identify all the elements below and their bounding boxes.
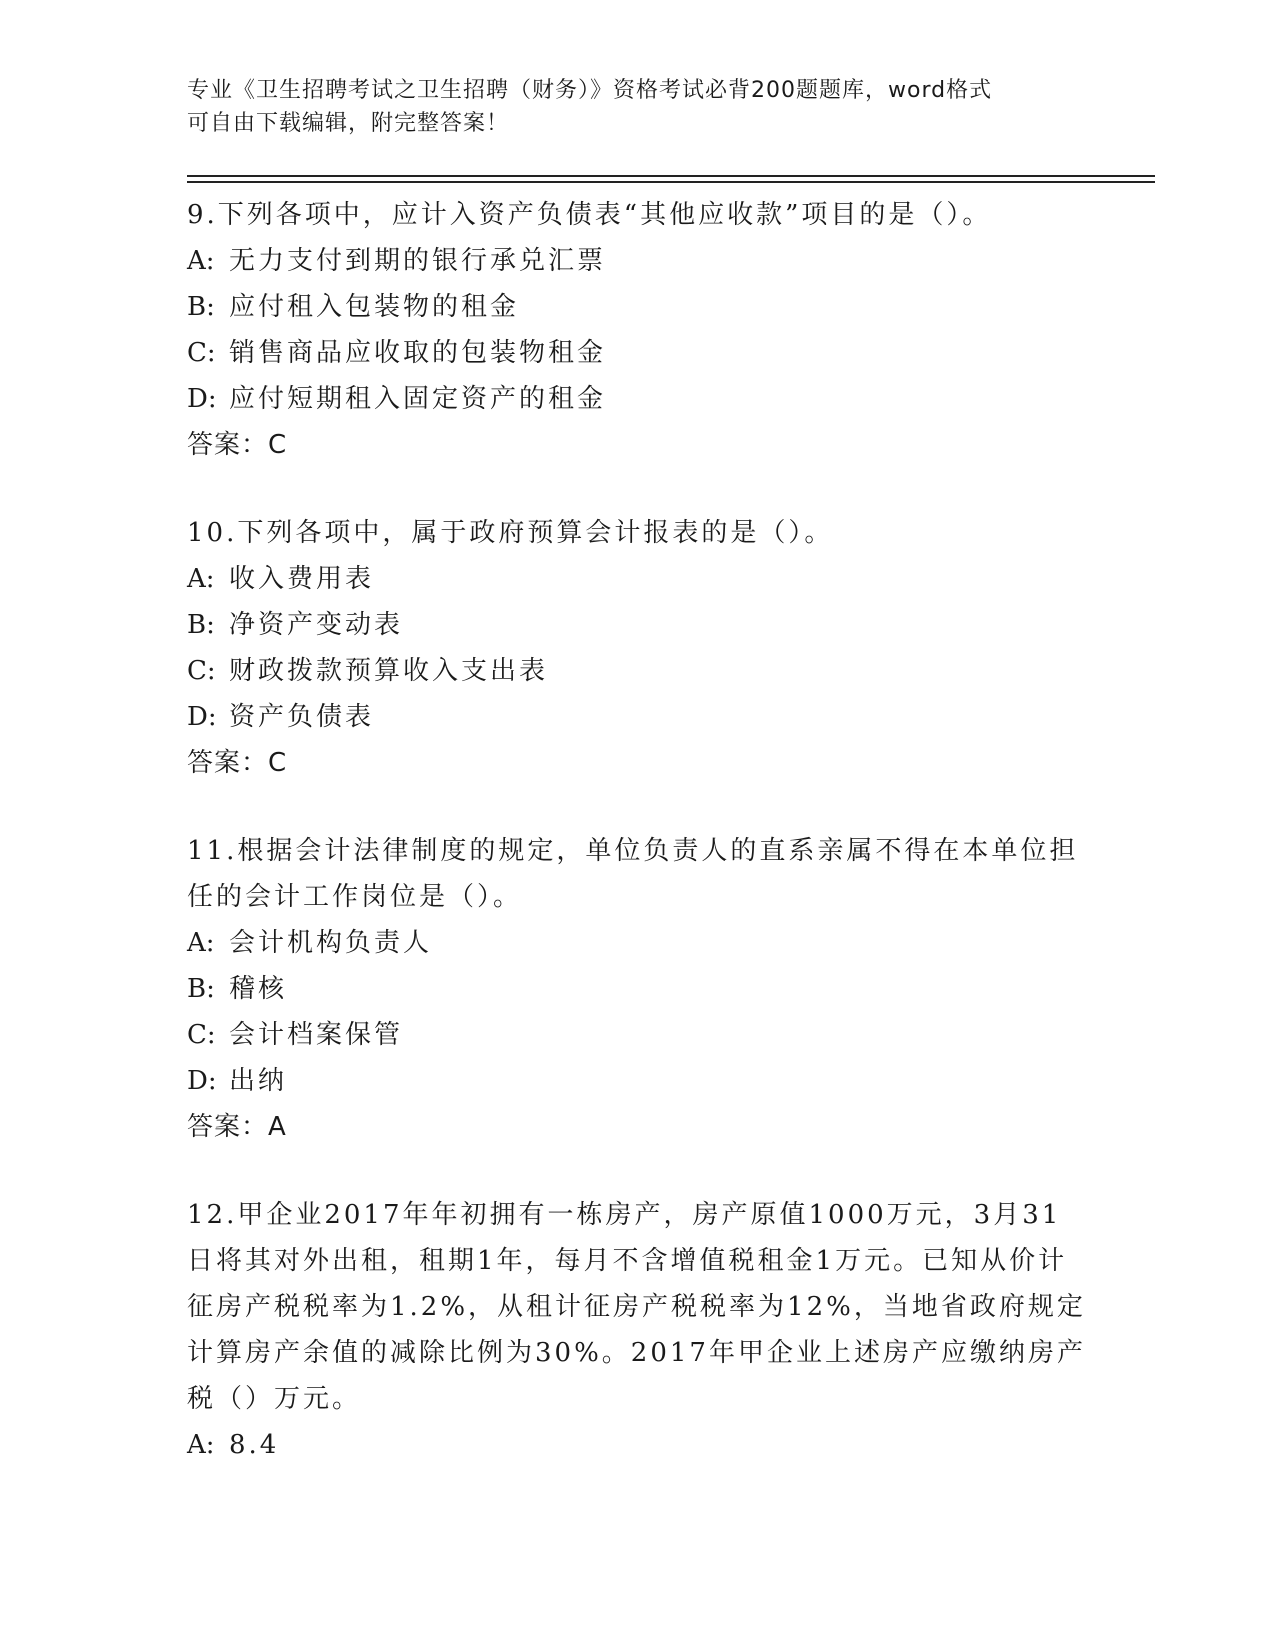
option-c	[187, 648, 1087, 694]
option-key: A:	[187, 246, 215, 276]
question-stem: 12.甲企业2017年年初拥有一栋房产，房产原值1000万元，3月31日将其对外出租，租期1年，每月不含增值税租金1万元。已知从价计征房产税税率为1.2%，从租计征房产税税率为12%，当地省政府规定计算房产余值的减除比例为30%。2017年甲企业上述房产应缴纳房产税（）万元。	[187, 1200, 1086, 1414]
option-text: 销售商品应收取的包装物租金	[229, 338, 607, 368]
question-12	[187, 1192, 1087, 1468]
question-spacer	[187, 468, 1087, 510]
option-key: A:	[187, 564, 215, 594]
option-a	[187, 920, 1087, 966]
question-10	[187, 510, 1087, 786]
option-text: 收入费用表	[229, 564, 375, 594]
option-a	[187, 556, 1087, 602]
option-text: 会计档案保管	[229, 1020, 404, 1050]
option-text: 稽核	[229, 974, 288, 1004]
question-stem: 10.下列各项中，属于政府预算会计报表的是（）。	[187, 518, 834, 548]
answer-line: 答案：C	[187, 430, 288, 460]
option-key: A:	[187, 1430, 215, 1460]
option-key: C:	[187, 656, 216, 686]
option-text: 应付租入包装物的租金	[229, 292, 520, 322]
option-key: C:	[187, 338, 216, 368]
option-key: B:	[187, 610, 215, 640]
header-line-2: 可自由下载编辑，附完整答案！	[187, 111, 510, 136]
option-b	[187, 602, 1087, 648]
question-spacer	[187, 786, 1087, 828]
option-key: D:	[187, 1066, 217, 1096]
option-a	[187, 1422, 1087, 1468]
question-stem: 11.根据会计法律制度的规定，单位负责人的直系亲属不得在本单位担任的会计工作岗位是（）。	[187, 836, 1079, 912]
option-key: A:	[187, 928, 215, 958]
option-a	[187, 238, 1087, 284]
header-divider-top	[187, 175, 1155, 177]
header-divider-bottom	[187, 181, 1155, 183]
option-text: 资产负债表	[229, 702, 375, 732]
option-text: 净资产变动表	[229, 610, 404, 640]
option-d	[187, 694, 1087, 740]
header-line-1: 专业《卫生招聘考试之卫生招聘（财务）》资格考试必背200题题库，word格式	[187, 78, 993, 103]
option-text: 8.4	[229, 1430, 280, 1460]
option-c	[187, 1012, 1087, 1058]
option-key: D:	[187, 702, 217, 732]
option-text: 会计机构负责人	[229, 928, 433, 958]
option-text: 无力支付到期的银行承兑汇票	[229, 246, 607, 276]
question-list	[187, 192, 1087, 1468]
option-d	[187, 376, 1087, 422]
option-d	[187, 1058, 1087, 1104]
option-key: C:	[187, 1020, 216, 1050]
option-key: D:	[187, 384, 217, 414]
option-key: B:	[187, 974, 215, 1004]
question-9	[187, 192, 1087, 468]
question-spacer	[187, 1150, 1087, 1192]
question-11	[187, 828, 1087, 1150]
option-c	[187, 330, 1087, 376]
question-stem: 9.下列各项中，应计入资产负债表“其他应收款”项目的是（）。	[187, 200, 992, 230]
option-text: 财政拨款预算收入支出表	[229, 656, 549, 686]
answer-line: 答案：A	[187, 1112, 287, 1142]
option-b	[187, 284, 1087, 330]
document-header	[187, 74, 1067, 140]
option-text: 出纳	[229, 1066, 288, 1096]
option-text: 应付短期租入固定资产的租金	[229, 384, 607, 414]
answer-line: 答案：C	[187, 748, 288, 778]
option-b	[187, 966, 1087, 1012]
option-key: B:	[187, 292, 215, 322]
